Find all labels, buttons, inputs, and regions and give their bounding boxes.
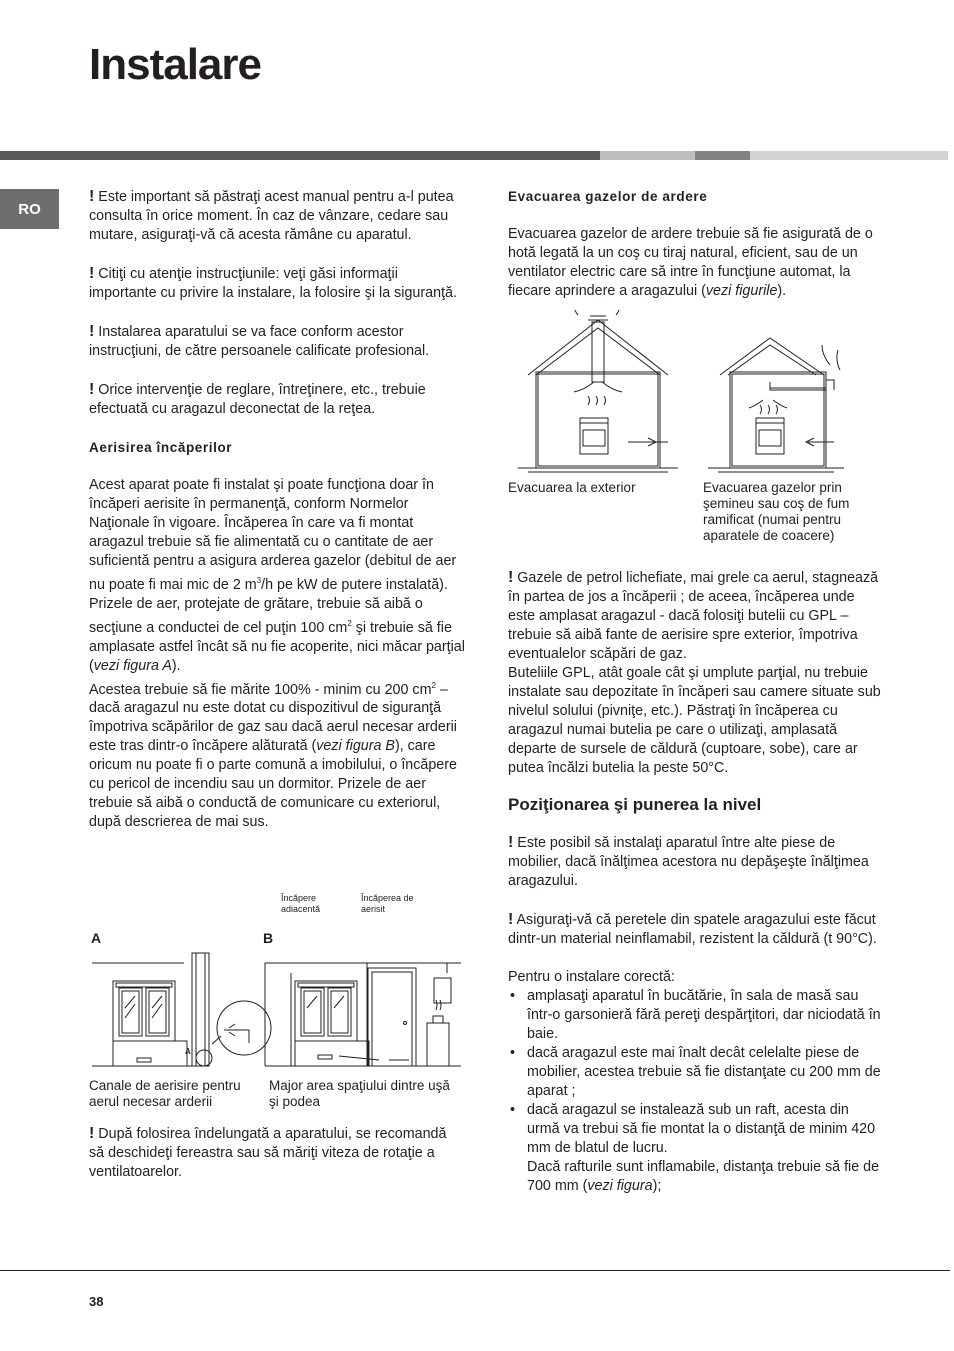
- aerisire-paragraph-2: Prizele de aer, protejate de grătare, trebuie să aibă o secţiune a conductei de cel puţin 100 $cm^2$ şi trebuie să fie amplasate astfel încât să nu fie acoperite, nici măcar parţial (vezi figura A).: [89, 595, 465, 674]
- header-bar-mid: [695, 151, 750, 160]
- right-column-lower: [508, 568, 882, 1196]
- aerisire-paragraph-1: Acest aparat poate fi instalat şi poate funcţiona doar în încăperi aerisite în permanenţă, conform Normelor Naţionale în vigoare. Încăperea în care va fi montat aragazul trebuie să fie alimentată cu o cantitate de aer suficientă pentru a asigura arderea gazelor (debitul de aer nu poate fi mai mic de 2 $m^3/h$ pe kW de putere instalată).: [89, 477, 457, 593]
- caption-fig-a: Canale de aerisire pentru aerul necesar arderii: [89, 1078, 241, 1109]
- right-column-top: [508, 187, 880, 301]
- header-bar-lightest: [750, 151, 948, 160]
- left-column: [89, 187, 465, 832]
- install-list: [508, 987, 882, 1196]
- heading-pozitionare: Poziţionarea şi punerea la nivel: [508, 795, 762, 814]
- evacuare-paragraph: Evacuarea gazelor de ardere trebuie să fie asigurată de o hotă legată la un coş cu tiraj natural, eficient, sau de un ventilator electric care să intre în funcţiune automat, la fiecare aprindere a aragazului (vezi figurile).: [508, 226, 873, 299]
- caption-fig-b: Major area spaţiului dintre uşă şi podea: [269, 1078, 450, 1109]
- note-lpg: ! Gazele de petrol lichefiate, mai grele ca aerul, stagnează în partea de jos a încăperii ; de aceea, încăperea unde este amplasat aragazul - dacă folosiţi butelii cu GPL – trebuie să aibă fante de aerisire spre exterior, împotriva eventualelor scăpări de gaz.: [508, 569, 879, 662]
- note-keep-manual: ! Este important să păstraţi acest manual pentru a-l putea consulta în orice moment. În caz de vânzare, cedare sau mutare, asiguraţi-vă că acesta rămâne cu aparatul.: [89, 188, 454, 243]
- header-bar-light: [600, 151, 695, 160]
- exhaust-figure: [508, 310, 880, 482]
- note-furniture: ! Este posibil să instalaţi aparatul între alte piese de mobilier, dacă înălţimea acestora nu depăşeşte înălţimea aragazului.: [508, 834, 869, 889]
- fig-room-ventilated-label: Încăperea de aerisit: [361, 893, 414, 914]
- list-item: • dacă aragazul se instalează sub un raft, acesta din urmă va trebui să fie montat la o distanţă de minim 420 mm de blatul de lucru. Dacă rafturile sunt inflamabile, distanţa trebuie să fie de 700 mm (vezi figura);: [508, 1101, 882, 1196]
- fig-label-a: A: [91, 930, 102, 946]
- install-intro: Pentru o instalare corectă:: [508, 969, 675, 985]
- list-item: • amplasaţi aparatul în bucătărie, în sala de masă sau într-o garsonieră fără pereţi despărţitori, dar niciodată în baie.: [508, 987, 882, 1044]
- lpg-storage-paragraph: Buteliile GPL, atât goale cât şi umplute parţial, nu trebuie instalate sau depozitate în încăperi sau camere situate sub nivelul solului (pivniţe, etc.). Păstraţi în încăperea cu aragazul numai butelia pe care o utilizaţi, amplasată departe de sursele de căldură (cuptoare, sobe), care ar putea încălzi butelia la peste 50°C.: [508, 665, 881, 776]
- language-tab: RO: [0, 189, 59, 229]
- footer-divider: [0, 1270, 950, 1271]
- caption-chimney: Evacuarea gazelor prin şemineu sau coş de fum ramificat (numai pentru aparatele de coacere): [703, 480, 850, 543]
- aerisire-paragraph-3: Acestea trebuie să fie mărite 100% - minim cu 200 $cm^2$ – dacă aragazul nu este dotat cu dispozitivul de siguranţă împotriva scăpărilor de gaz sau dacă aerul necesar arderii este tras dintr-o încăpere alăturată (vezi figura B), care oricum nu poate fi o parte comună a imobilului, o încăpere cu pericol de incendiu sau un dormitor. Prizele de aer trebuie să aibă o conductă de comunicare cu exteriorul, după descrierea de mai sus.: [89, 680, 457, 831]
- note-disconnect: ! Orice intervenţie de reglare, întreţinere, etc., trebuie efectuată cu aragazul deconectat de la reţea.: [89, 381, 426, 417]
- note-qualified-installation: ! Instalarea aparatului se va face conform acestor instrucţiuni, de către persoanele calificate profesional.: [89, 323, 430, 359]
- ventilation-figure: [89, 948, 469, 1078]
- note-read-instructions: ! Citiţi cu atenţie instrucţiunile: veţi găsi informaţii importante cu privire la instalare, la folosire şi la siguranţă.: [89, 265, 457, 301]
- fig-room-adjacent-label: Încăpere adiacentă: [281, 893, 321, 914]
- heading-aerisire: Aerisirea încăperilor: [89, 440, 233, 455]
- note-open-window: ! După folosirea îndelungată a aparatului, se recomandă să deschideţi fereastra sau să măriţi viteza de rotaţie a ventilatoarelor.: [89, 1125, 447, 1180]
- fig-small-a: A: [185, 1047, 191, 1056]
- heading-evacuare: Evacuarea gazelor de ardere: [508, 189, 708, 204]
- list-item: • dacă aragazul este mai înalt decât celelalte piese de mobilier, acestea trebuie să fie distanţate cu 200 mm de aparat ;: [508, 1044, 882, 1101]
- page-number: 38: [89, 1294, 104, 1309]
- fig-label-b: B: [263, 930, 274, 946]
- caption-exterior: Evacuarea la exterior: [508, 480, 636, 495]
- header-bar-dark: [0, 151, 600, 160]
- page-title: Instalare: [89, 40, 261, 89]
- note-wall: ! Asiguraţi-vă că peretele din spatele aragazului este făcut dintr-un material neinflamabil, rezistent la căldură (t 90°C).: [508, 911, 877, 947]
